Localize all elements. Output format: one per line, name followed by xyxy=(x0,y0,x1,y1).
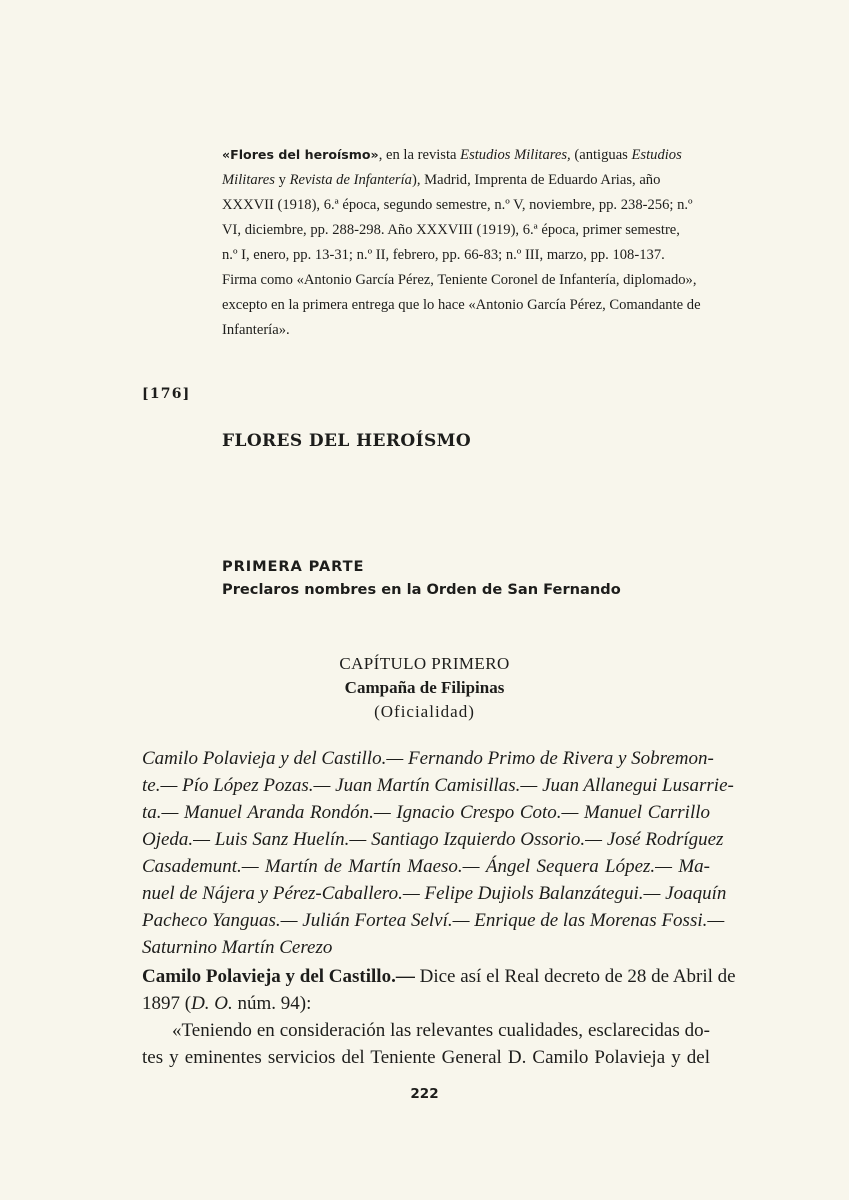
journal-name: Estudios Militares, xyxy=(460,147,571,163)
note-line-7: excepto en la primera entrega que lo hace «Antonio García Pérez, Comandante de xyxy=(222,297,701,313)
body-line-2: 1897 (D. O. núm. 94): xyxy=(142,993,312,1014)
body-line-1: Camilo Polavieja y del Castillo.— Dice así el Real decreto de 28 de Abril de xyxy=(142,966,736,987)
bibliographic-note xyxy=(222,142,701,343)
summary-line: Saturnino Martín Cerezo xyxy=(142,937,333,958)
summary-line: ta.— Manuel Aranda Rondón.— Ignacio Crespo Coto.— Manuel Carrillo xyxy=(142,802,710,823)
note-line-3: XXXVII (1918), 6.ª época, segundo semestre, n.º V, noviembre, pp. 238-256; n.º xyxy=(222,197,693,213)
body-line-4: tes y eminentes servicios del Teniente General D. Camilo Polavieja y del xyxy=(142,1047,710,1068)
entry-heading: Camilo Polavieja y del Castillo.— xyxy=(142,966,415,987)
note-line-2: Militares y Revista de Infantería), Madrid, Imprenta de Eduardo Arias, año xyxy=(222,172,661,188)
note-line-5: n.º I, enero, pp. 13-31; n.º II, febrero, pp. 66-83; n.º III, marzo, pp. 108-137. xyxy=(222,247,665,263)
page-title: FLORES DEL HEROÍSMO xyxy=(222,431,472,451)
note-line-6: Firma como «Antonio García Pérez, Teniente Coronel de Infantería, diplomado», xyxy=(222,272,697,288)
part-heading xyxy=(222,555,621,601)
body-text xyxy=(142,963,736,1071)
note-work-title: «Flores del heroísmo» xyxy=(222,147,379,162)
chapter-summary xyxy=(142,745,734,961)
summary-line: Ojeda.— Luis Sanz Huelín.— Santiago Izquierdo Ossorio.— José Rodríguez xyxy=(142,829,724,850)
section-marker: [176] xyxy=(142,386,191,402)
note-line-1: «Flores del heroísmo», en la revista Estudios Militares, (antiguas Estudios xyxy=(222,147,682,163)
chapter-name: Campaña de Filipinas xyxy=(344,678,505,697)
note-line-8: Infantería». xyxy=(222,322,290,338)
body-line-3: «Teniendo en consideración las relevantes cualidades, esclarecidas do- xyxy=(172,1020,710,1041)
summary-line: Pacheco Yanguas.— Julián Fortea Selví.— Enrique de las Morenas Fossi.— xyxy=(142,910,725,931)
chapter-number: CAPÍTULO PRIMERO xyxy=(339,654,510,673)
part-subtitle: Preclaros nombres en la Orden de San Fernando xyxy=(222,581,621,598)
note-line-4: VI, diciembre, pp. 288-298. Año XXXVIII (1919), 6.ª época, primer semestre, xyxy=(222,222,680,238)
page-number: 222 xyxy=(410,1086,439,1102)
summary-line: nuel de Nájera y Pérez-Caballero.— Felipe Dujiols Balanzátegui.— Joaquín xyxy=(142,883,727,904)
summary-line: Camilo Polavieja y del Castillo.— Fernando Primo de Rivera y Sobremon- xyxy=(142,748,714,769)
chapter-heading xyxy=(0,652,849,724)
summary-line: te.— Pío López Pozas.— Juan Martín Camisillas.— Juan Allanegui Lusarrie- xyxy=(142,775,734,796)
summary-line: Casademunt.— Martín de Martín Maeso.— Ángel Sequera López.— Ma- xyxy=(142,856,710,877)
part-label: PRIMERA PARTE xyxy=(222,558,365,575)
chapter-subtitle: (Oficialidad) xyxy=(374,702,475,721)
